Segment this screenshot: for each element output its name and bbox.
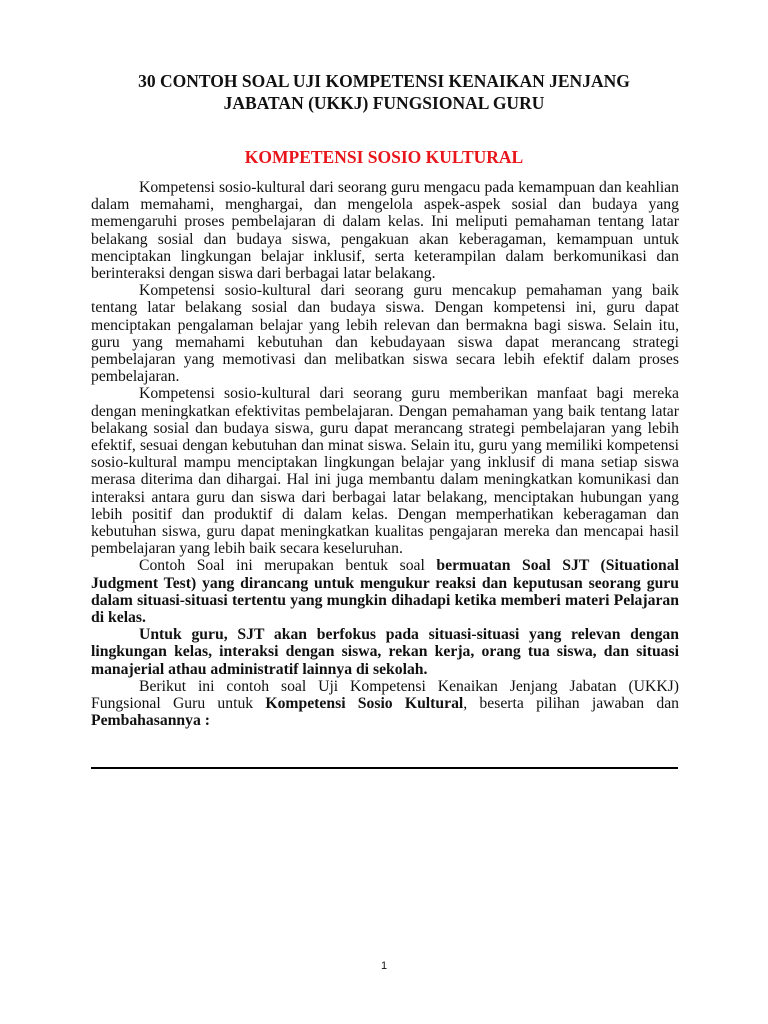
paragraph-6-text-1: Berikut ini contoh soal Uji Kompetensi Kenaikan Jenjang Jabatan (UKKJ) Fungsional Guru untuk [91,677,679,713]
paragraph-1: Kompetensi sosio-kultural dari seorang guru mengacu pada kemampuan dan keahlian dalam memahami, menghargai, dan mengelola aspek-aspek sosial dan budaya yang memengaruhi proses pembelajaran di dalam kelas. Ini meliputi pemahaman tentang latar belakang sosial dan budaya siswa, pengakuan akan keberagaman, kemampuan untuk menciptakan lingkungan belajar inklusif, serta keterampilan dalam berkomunikasi dan berinteraksi dengan siswa dari berbagai latar belakang. [91,179,679,283]
paragraph-4-bold-text: bermuatan Soal SJT (Situational Judgment Test) yang dirancang untuk mengukur reaksi dan keputusan seorang guru dalam situasi-situasi tertentu yang mungkin dihadapi ketika memberi materi Pelajaran di kelas. [91,557,679,627]
paragraph-6-bold-text-2: Pembahasannya : [91,712,210,730]
paragraph-6-text-2: , beserta pilihan jawaban dan [463,695,680,713]
paragraph-2: Kompetensi sosio-kultural dari seorang guru mencakup pemahaman yang baik tentang latar belakang sosial dan budaya siswa. Dengan kompetensi ini, guru dapat menciptakan pengalaman belajar yang lebih relevan dan bermakna bagi siswa. Selain itu, guru yang memahami kebutuhan dan kebudayaan siswa dapat merancang strategi pembelajaran yang memotivasi dan melibatkan siswa secara lebih efektif dalam proses pembelajaran. [91,282,679,386]
document-body [91,179,679,730]
paragraph-6-bold-text-1: Kompetensi Sosio Kultural [265,695,464,713]
paragraph-4 [91,557,679,626]
page-number: 1 [380,960,388,972]
paragraph-3: Kompetensi sosio-kultural dari seorang guru memberikan manfaat bagi mereka dengan meningkatkan efektivitas pembelajaran. Dengan pemahaman yang baik tentang latar belakang sosial dan budaya siswa, guru dapat merancang strategi pembelajaran yang lebih efektif, sesuai dengan kebutuhan dan minat siswa. Selain itu, guru yang memiliki kompetensi sosio-kultural mampu menciptakan lingkungan belajar yang inklusif di mana setiap siswa merasa diterima dan dihargai. Hal ini juga membantu dalam meningkatkan komunikasi dan interaksi antara guru dan siswa dari berbagai latar belakang, menciptakan hubungan yang lebih positif dan produktif di dalam kelas. Dengan memperhatikan keberagaman dan kebutuhan siswa, guru dapat meningkatkan kualitas pengajaran mereka dan mencapai hasil pembelajaran yang lebih baik secara keseluruhan. [91,385,679,558]
paragraph-6 [91,678,679,730]
paragraph-5 [91,626,679,678]
paragraph-5-bold-text: Untuk guru, SJT akan berfokus pada situasi-situasi yang relevan dengan lingkungan kelas, interaksi dengan siswa, rekan kerja, orang tua siswa, dan situasi manajerial athau administratif lainnya di sekolah. [91,626,679,678]
document-title-line-1: 30 CONTOH SOAL UJI KOMPETENSI KENAIKAN JENJANG [138,71,630,91]
horizontal-divider [91,767,678,769]
section-heading: KOMPETENSI SOSIO KULTURAL [244,147,524,167]
document-title [90,70,678,114]
paragraph-4-text: Contoh Soal ini merupakan bentuk soal [139,557,437,575]
document-title-line-2: JABATAN (UKKJ) FUNGSIONAL GURU [223,93,545,113]
